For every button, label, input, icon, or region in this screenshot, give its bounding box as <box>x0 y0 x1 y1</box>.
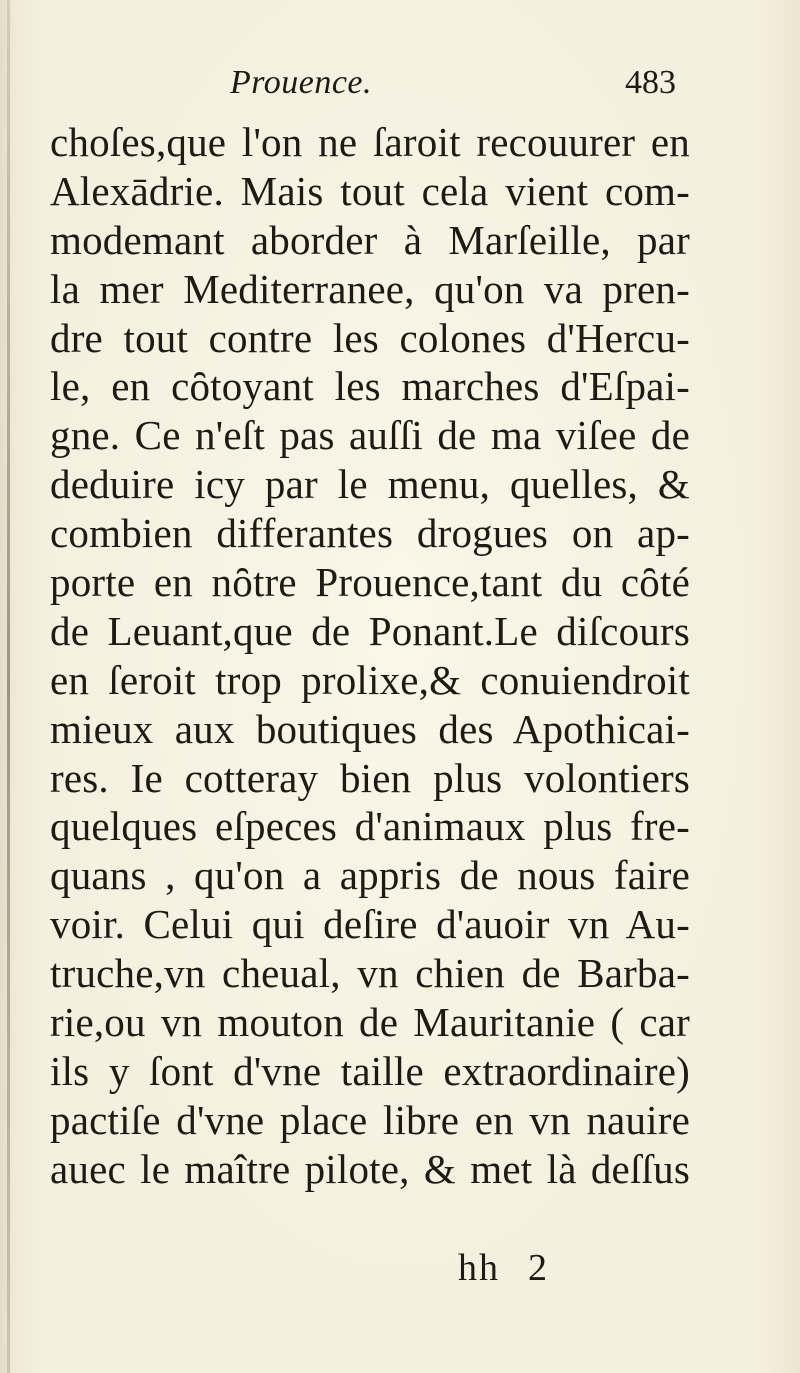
body-text <box>50 118 690 1194</box>
page-gutter <box>7 0 10 1373</box>
text-line: deduire icy par le menu, quelles, & <box>50 461 690 508</box>
text-line: gne. Ce n'eſt pas auſſi de ma viſee de <box>50 412 690 459</box>
signature-letters: hh <box>458 1247 500 1289</box>
text-line: truche,vn cheual, vn chien de Barba- <box>50 950 690 997</box>
signature-number: 2 <box>528 1247 549 1289</box>
text-line: quans , qu'on a appris de nous faire <box>50 852 690 899</box>
text-line: auec le maître pilote, & met là deſſus <box>50 1145 690 1192</box>
page-header <box>50 64 690 114</box>
text-line: combien differantes drogues on ap- <box>50 510 690 557</box>
page-footer <box>50 1246 690 1296</box>
text-line: voir. Celui qui deſire d'auoir vn Au- <box>50 901 690 948</box>
signature-mark <box>458 1246 549 1290</box>
text-line: pactiſe d'vne place libre en vn nauire <box>50 1096 690 1143</box>
text-line: ils y ſont d'vne taille extraordinaire) <box>50 1047 690 1094</box>
text-line: modemant aborder à Marſeille, par <box>50 216 690 263</box>
text-line: Alexādrie. Mais tout cela vient com- <box>50 167 690 214</box>
text-line: le, en cȏtoyant les marches d'Eſpai- <box>50 363 690 410</box>
text-line: quelques eſpeces d'animaux plus fre- <box>50 803 690 850</box>
text-line: la mer Mediterranee, qu'on va pren- <box>50 265 690 312</box>
text-line: rie,ou vn mouton de Mauritanie ( car <box>50 999 690 1046</box>
running-title: Prouence. <box>230 64 373 101</box>
text-line: de Leuant,que de Ponant.Le diſcours <box>50 607 690 654</box>
page-number: 483 <box>625 64 676 101</box>
text-line: res. Ie cotteray bien plus volontiers <box>50 754 690 801</box>
text-line: dre tout contre les colones d'Hercu- <box>50 314 690 361</box>
text-line: porte en nȏtre Prouence,tant du cȏté <box>50 559 690 606</box>
text-line: mieux aux boutiques des Apothicai- <box>50 705 690 752</box>
text-line: en ſeroit trop prolixe,& conuiendroit <box>50 656 690 703</box>
text-line: choſes,que l'on ne ſaroit recouurer en <box>50 119 690 165</box>
